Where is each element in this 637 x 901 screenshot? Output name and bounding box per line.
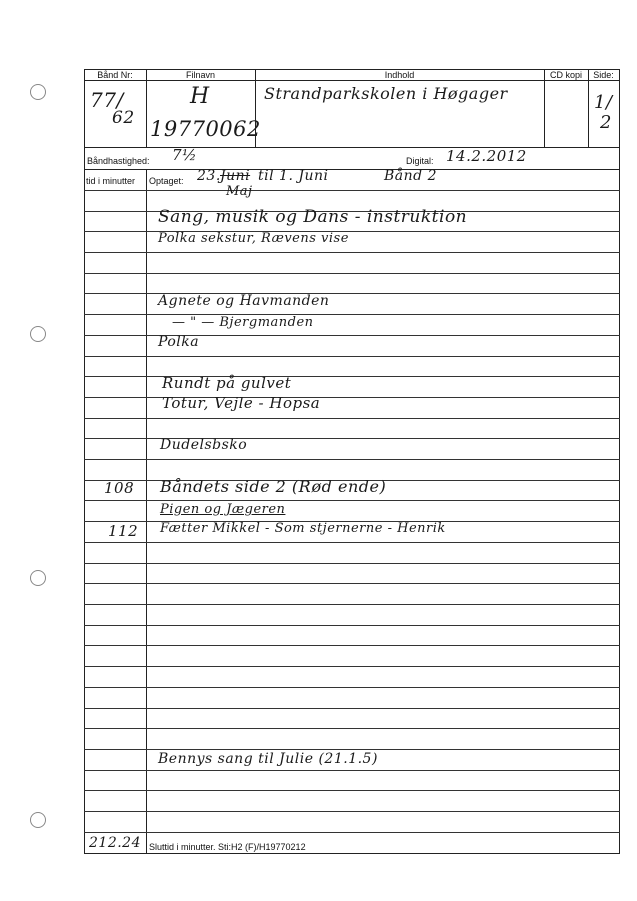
ruled-line	[84, 252, 620, 253]
bandhastighed-label: Båndhastighed:	[87, 156, 150, 166]
digital-label: Digital:	[406, 156, 434, 166]
entry-text: Totur, Vejle - Hopsa	[162, 394, 321, 412]
header-filnavn: Filnavn	[185, 70, 215, 80]
entry-text: Bennys sang til Julie (21.1.5)	[158, 751, 378, 767]
entry-text: Polka sekstur, Rævens vise	[158, 231, 349, 246]
ruled-line	[84, 811, 620, 812]
speed-divider	[84, 169, 620, 170]
col-line-4	[588, 69, 589, 147]
side-bottom: 2	[600, 112, 612, 133]
frame-left	[84, 69, 85, 854]
entry-text: Båndets side 2 (Rød ende)	[160, 477, 387, 496]
entry-text: Polka	[158, 334, 200, 350]
ruled-line	[84, 604, 620, 605]
tid-label: tid i minutter	[86, 176, 136, 186]
ruled-line	[84, 314, 620, 315]
digital-value: 14.2.2012	[446, 147, 527, 165]
entry-text: Sang, musik og Dans - instruktion	[158, 207, 468, 227]
frame-bottom	[84, 853, 620, 854]
ruled-line	[84, 356, 620, 357]
sluttid-label: Sluttid i minutter. Sti:H2 (F)/H19770212	[149, 842, 306, 852]
filnavn-top: H	[190, 84, 210, 109]
ruled-line	[84, 273, 620, 274]
ruled-line	[84, 687, 620, 688]
sluttid-value: 212.24	[89, 835, 141, 851]
ruled-line	[84, 832, 620, 833]
optaget-post: til 1. Juni	[258, 168, 329, 184]
ruled-line	[84, 563, 620, 564]
band-nr-bottom: 62	[112, 108, 135, 128]
side-top: 1/	[594, 92, 613, 113]
header-indhold: Indhold	[384, 70, 415, 80]
filnavn-bottom: 19770062	[150, 117, 261, 141]
entry-text: Dudelsbsko	[160, 437, 248, 453]
record-divider	[84, 147, 620, 148]
ruled-line	[84, 770, 620, 771]
ruled-line	[84, 418, 620, 419]
bandhastighed-value: 7½	[172, 146, 198, 164]
band-nr-top: 77/	[90, 88, 124, 112]
ruled-line	[84, 666, 620, 667]
header-band-nr: Bånd Nr:	[97, 70, 133, 80]
ruled-line	[84, 542, 620, 543]
entry-time: 112	[108, 522, 139, 540]
ruled-line	[84, 625, 620, 626]
header-side: Side:	[593, 70, 614, 80]
entry-text: Rundt på gulvet	[162, 374, 292, 392]
optaget-pre: 23.	[197, 168, 221, 184]
entry-text: Agnete og Havmanden	[158, 293, 330, 309]
frame-right	[619, 69, 620, 854]
header-cd-kopi: CD kopi	[549, 70, 582, 80]
col-line-3	[544, 69, 545, 147]
ruled-line	[84, 708, 620, 709]
ruled-line	[84, 190, 620, 191]
ruled-line	[84, 583, 620, 584]
baand-value: Bånd 2	[384, 168, 437, 184]
ruled-line	[84, 459, 620, 460]
entry-text: Pigen og Jægeren	[160, 502, 286, 517]
entry-text: Fætter Mikkel - Som stjernerne - Henrik	[160, 521, 446, 536]
optaget-correction: Maj	[226, 184, 253, 199]
col-line-1	[146, 69, 147, 147]
optaget-label: Optaget:	[149, 176, 184, 186]
entry-text: — " — Bjergmanden	[172, 315, 314, 330]
ruled-line	[84, 500, 620, 501]
optaget-struck: Juni	[220, 168, 251, 184]
time-col-line	[146, 169, 147, 854]
ruled-line	[84, 645, 620, 646]
ruled-line	[84, 790, 620, 791]
entry-time: 108	[104, 479, 135, 497]
header-divider	[84, 80, 620, 81]
ruled-line	[84, 728, 620, 729]
indhold-text: Strandparkskolen i Høgager	[264, 84, 508, 103]
ruled-line	[84, 749, 620, 750]
